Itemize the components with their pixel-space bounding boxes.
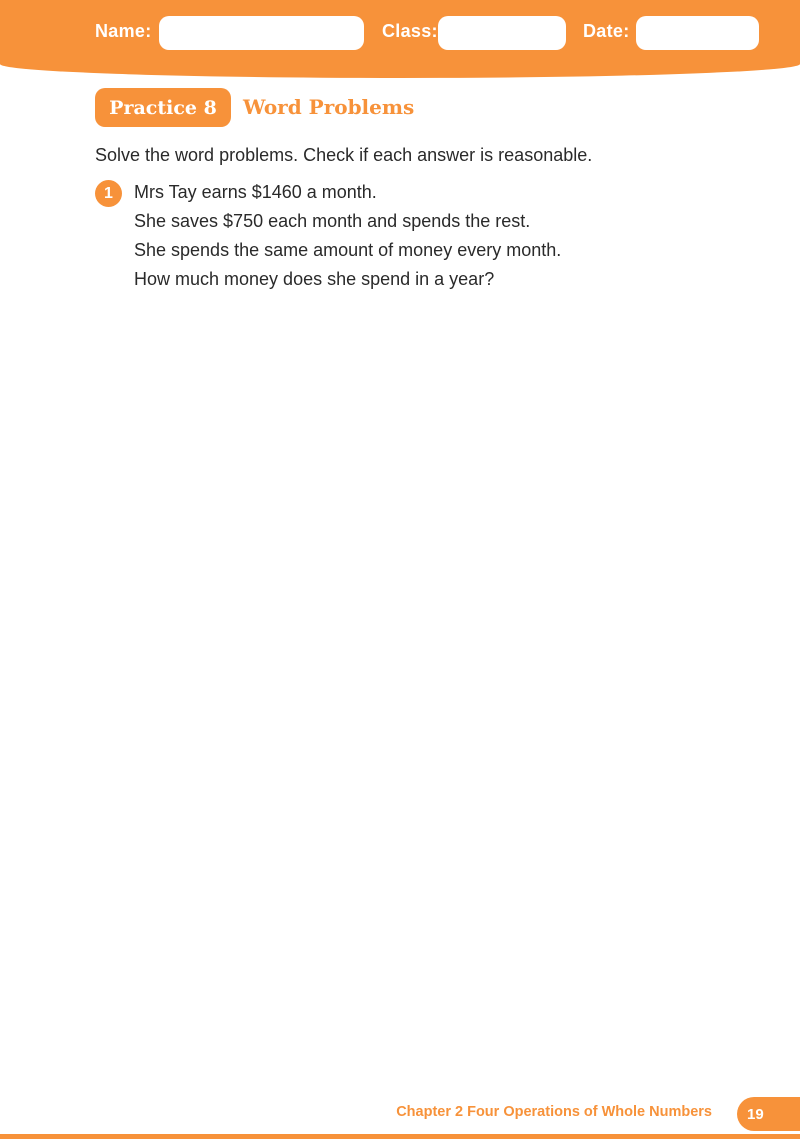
section-title: Word Problems [243, 95, 415, 119]
chapter-footer: Chapter 2 Four Operations of Whole Numbers [396, 1104, 712, 1120]
date-field[interactable] [636, 16, 759, 50]
page-number: 19 [737, 1097, 800, 1131]
question-line: She saves $750 each month and spends the rest. [134, 211, 531, 231]
instruction-text: Solve the word problems. Check if each answer is reasonable. [95, 145, 593, 165]
footer-rule [0, 1134, 800, 1139]
name-field[interactable] [159, 16, 364, 50]
question-number: 1 [95, 180, 122, 207]
class-label: Class: [382, 21, 438, 41]
practice-badge: Practice 8 [95, 88, 231, 127]
class-field[interactable] [438, 16, 566, 50]
header-band [0, 0, 800, 78]
question-line: She spends the same amount of money every month. [134, 240, 562, 260]
question-line: How much money does she spend in a year? [134, 269, 495, 289]
date-label: Date: [583, 21, 630, 41]
name-label: Name: [95, 21, 152, 41]
question-line: Mrs Tay earns $1460 a month. [134, 182, 377, 202]
